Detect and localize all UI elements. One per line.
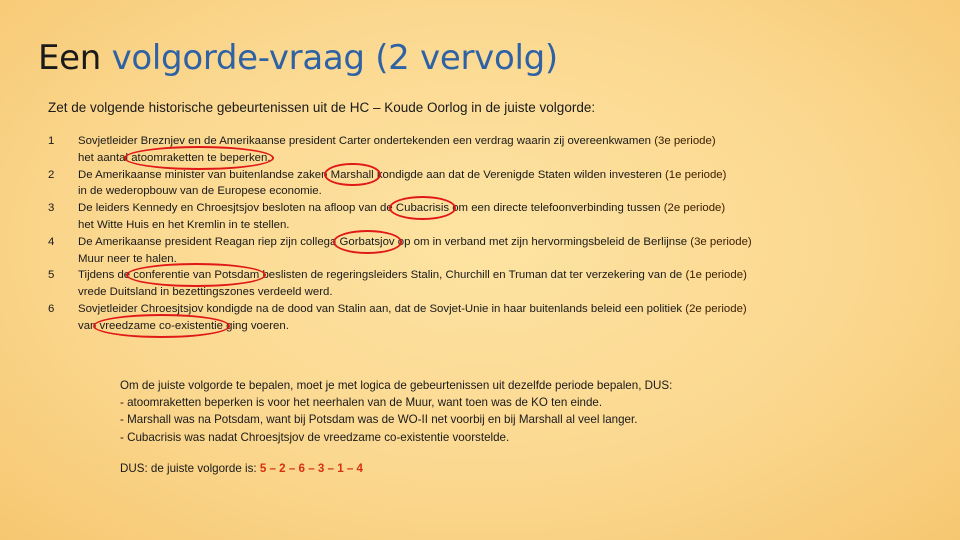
item-text-line2: het Witte Huis en het Kremlin in te stellen. — [78, 218, 290, 231]
answer-sequence: 5 – 2 – 6 – 3 – 1 – 4 — [259, 462, 363, 475]
list-item-1 — [48, 133, 948, 167]
list-item-5 — [48, 267, 948, 301]
explanation-line: - atoomraketten beperken is voor het neerhalen van de Muur, want toen was de KO ten einde. — [120, 396, 603, 410]
explanation-line: - Cubacrisis was nadat Chroesjtsjov de vreedzame co-existentie voorstelde. — [120, 430, 510, 444]
item-text: Sovjetleider Chroesjtsjov kondigde na de dood van Stalin aan, dat de Sovjet-Unie in haar buitenlands beleid een politiek — [78, 302, 683, 315]
explanation-line: Om de juiste volgorde te bepalen, moet je met logica de gebeurtenissen uit dezelfde periode bepalen, DUS: — [120, 379, 673, 392]
item-number: 1 — [48, 135, 55, 147]
period-label: (3e periode) — [654, 135, 716, 147]
list-item-4 — [48, 234, 948, 268]
explanation-line: - Marshall was na Potsdam, want bij Potsdam was de WO-II net voorbij en bij Marshall al veel langer. — [120, 413, 638, 427]
highlight-potsdam: conferentie van Potsdam — [133, 267, 259, 284]
event-list — [48, 133, 948, 335]
item-text-end: . — [267, 151, 271, 164]
period-label: (1e periode) — [665, 168, 727, 181]
item-text: De Amerikaanse minister van buitenlandse zaken — [78, 168, 331, 181]
period-label: (2e periode) — [663, 202, 726, 215]
item-text-line2: Muur neer te halen. — [78, 252, 177, 265]
item-number: 4 — [48, 235, 55, 248]
intro-text: Zet de volgende historische gebeurtenissen uit de HC – Koude Oorlog in de juiste volgorde: — [48, 100, 596, 115]
highlight-cubacrisis: Cubacrisis — [396, 200, 449, 217]
item-text-line2: in de wederopbouw van de Europese economie. — [78, 185, 322, 198]
item-text-line2: van — [78, 319, 100, 332]
period-label: (3e periode) — [690, 235, 752, 248]
item-text-line2: vrede Duitsland in bezettingszones verdeeld werd. — [78, 286, 333, 299]
period-label: (2e periode) — [685, 302, 747, 315]
list-item-6 — [48, 301, 948, 335]
item-text-post: op om in verband met zijn hervormingsbeleid de Berlijnse — [394, 235, 688, 248]
period-label: (1e periode) — [685, 269, 747, 282]
slide-title — [38, 36, 558, 80]
list-item-3 — [48, 200, 948, 234]
explanation — [120, 377, 672, 446]
answer-label: DUS: de juiste volgorde is: — [120, 462, 260, 475]
item-text: De leiders Kennedy en Chroesjtsjov besloten na afloop van de — [78, 202, 396, 215]
item-number: 5 — [48, 269, 55, 282]
answer — [120, 462, 363, 475]
item-number: 6 — [48, 302, 55, 315]
item-text-end: ging voeren. — [223, 319, 289, 332]
highlight-coexistentie: vreedzame co-existentie — [100, 318, 223, 335]
title-part-2: volgorde-vraag (2 vervolg) — [111, 38, 558, 78]
item-text-line2: het aantal — [78, 151, 132, 164]
item-text: Sovjetleider Breznjev en de Amerikaanse president Carter ondertekenden een verdrag waarin zij overeenkwamen — [78, 135, 652, 147]
item-number: 3 — [48, 202, 55, 215]
highlight-gorbatsjov: Gorbatsjov — [340, 234, 395, 251]
item-text: De Amerikaanse president Reagan riep zijn collega — [78, 235, 340, 248]
highlight-marshall: Marshall — [331, 167, 374, 184]
item-text-post: kondigde aan dat de Verenigde Staten wilden investeren — [373, 168, 662, 181]
item-number: 2 — [48, 168, 55, 181]
item-text-post: beslisten de regeringsleiders Stalin, Churchill en Truman dat ter verzekering van de — [259, 269, 683, 282]
item-text: Tijdens de — [78, 269, 134, 282]
item-text-post: om een directe telefoonverbinding tussen — [449, 202, 661, 215]
list-item-2 — [48, 167, 948, 201]
title-part-1: Een — [38, 38, 112, 78]
highlight-atoomraketten: atoomraketten te beperken — [131, 150, 267, 167]
